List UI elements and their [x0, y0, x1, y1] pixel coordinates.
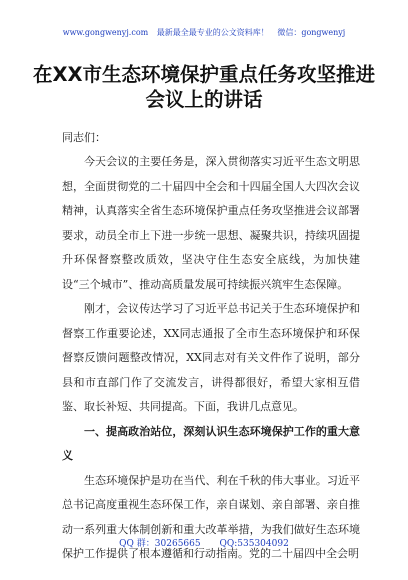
page-footer [0, 536, 408, 549]
title-line-2: 会议上的讲话 [145, 88, 263, 111]
wechat-id: 微信：gongwenyj [277, 28, 346, 37]
site-url-link[interactable]: www.gongwenyj.com [62, 28, 149, 37]
site-slogan: 最新最全最专业的公文资料库！ [156, 28, 269, 37]
qq-group: QQ 群：30265665 [119, 539, 201, 549]
section-heading-1: 一、提高政治站位，深刻认识生态环境保护工作的重大意义 [62, 424, 360, 462]
title-line-1: 在XX市生态环境保护重点任务攻坚推进 [32, 63, 376, 86]
paragraph-intro: 今天会议的主要任务是，深入贯彻落实习近平生态文明思想，全面贯彻党的二十届四中全会和十四届全国人大四次会议精神，认真落实全省生态环境保护重点任务攻坚推进会议部署要求，动员全市上下进一步统一思想、凝聚共识，持续巩固提升环保督察整改质效，坚决守住生态安全底线，为加快建设“三个城市”、推动高质量发展可持续振兴筑牢生态保障。 [62, 155, 360, 291]
greeting: 同志们： [62, 131, 106, 144]
document-title [0, 62, 408, 112]
paragraph-review: 刚才，会议传达学习了习近平总书记关于生态环境保护和督察工作重要论述，XX同志通报了全市生态环境保护和环保督察反馈问题整改情况，XX同志对有关文件作了说明，部分县和市直部门作了交流发言，讲得都很好，希望大家相互借鉴、取长补短、共同提高。下面，我讲几点意见。 [62, 302, 360, 413]
qq-contact: QQ:535304092 [219, 539, 289, 549]
site-header [0, 27, 408, 38]
document-body [62, 150, 360, 567]
paragraph-section-1: 生态环境保护是功在当代、利在千秋的伟大事业。习近平总书记高度重视生态环保工作，亲自谋划、亲自部署、亲自推动一系列重大体制创新和重大改革举措，为我们做好生态环境保护工作提供了根本遵循和行动指南。党的二十届四中全会明 [62, 473, 360, 560]
